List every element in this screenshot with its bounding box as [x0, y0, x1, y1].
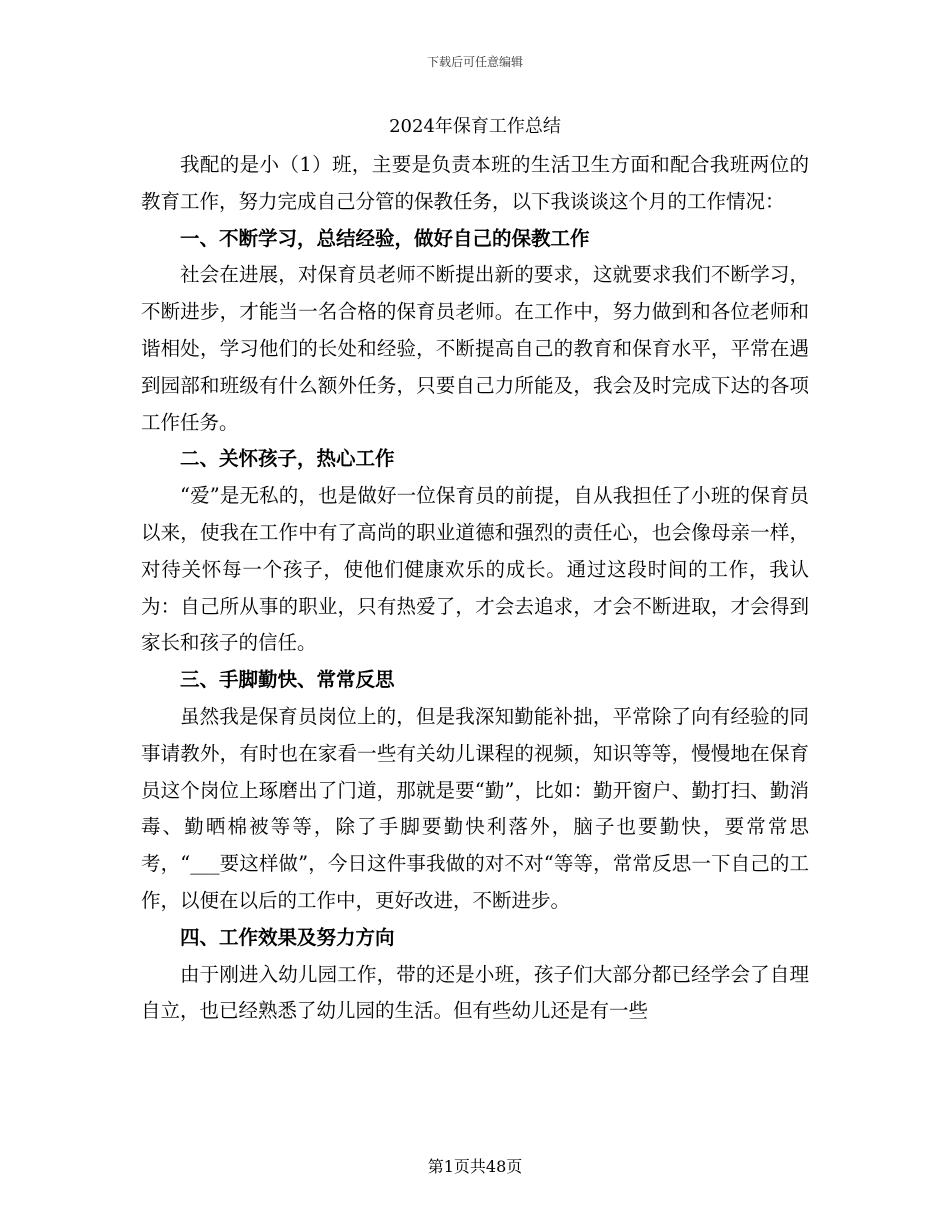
header-note: 下载后可任意编辑: [426, 55, 523, 69]
document-title: 2024年保育工作总结: [389, 116, 561, 137]
section-body-2: “爱”是无私的，也是做好一位保育员的前提，自从我担任了小班的保育员以来，使我在工作中有了高尚的职业道德和强烈的责任心，也会像母亲一样，对待关怀每一个孩子，使他们健康欢乐的成长。通过这段时间的工作，我认为：自己所从事的职业，只有热爱了，才会去追求，才会不断进取，才会得到家长和孩子的信任。: [141, 484, 809, 655]
section-body-1: 社会在进展，对保育员老师不断提出新的要求，这就要求我们不断学习，不断进步，才能当一名合格的保育员老师。在工作中，努力做到和各位老师和谐相处，学习他们的长处和经验，不断提高自己的教育和保育水平，平常在遇到园部和班级有什么额外任务，只要自己力所能及，我会及时完成下达的各项工作任务。: [141, 263, 809, 434]
section-heading-3: 三、手脚勤快、常常反思: [180, 668, 395, 692]
document-body: [141, 147, 809, 1030]
section-heading-2: 二、关怀孩子，热心工作: [180, 447, 395, 471]
intro-paragraph: 我配的是小（1）班，主要是负责本班的生活卫生方面和配合我班两位的教育工作，努力完成自己分管的保教任务，以下我谈谈这个月的工作情况：: [141, 153, 809, 213]
section-heading-1: 一、不断学习，总结经验，做好自己的保教工作: [180, 226, 590, 250]
section-body-3: 虽然我是保育员岗位上的，但是我深知勤能补拙，平常除了向有经验的同事请教外，有时也在家看一些有关幼儿课程的视频，知识等等，慢慢地在保育员这个岗位上琢磨出了门道，那就是要“勤”，比如：勤开窗户、勤打扫、勤消毒、勤晒棉被等等，除了手脚要勤快利落外，脑子也要勤快，要常常思考，“___要这样做”，今日这件事我做的对不对“等等，常常反思一下自己的工作，以便在以后的工作中，更好改进，不断进步。: [141, 704, 809, 912]
page-footer: 第1页共48页: [427, 1157, 523, 1176]
section-heading-4: 四、工作效果及努力方向: [180, 925, 395, 949]
section-body-4: 由于刚进入幼儿园工作，带的还是小班，孩子们大部分都已经学会了自理自立，也已经熟悉了幼儿园的生活。但有些幼儿还是有一些: [141, 962, 809, 1023]
